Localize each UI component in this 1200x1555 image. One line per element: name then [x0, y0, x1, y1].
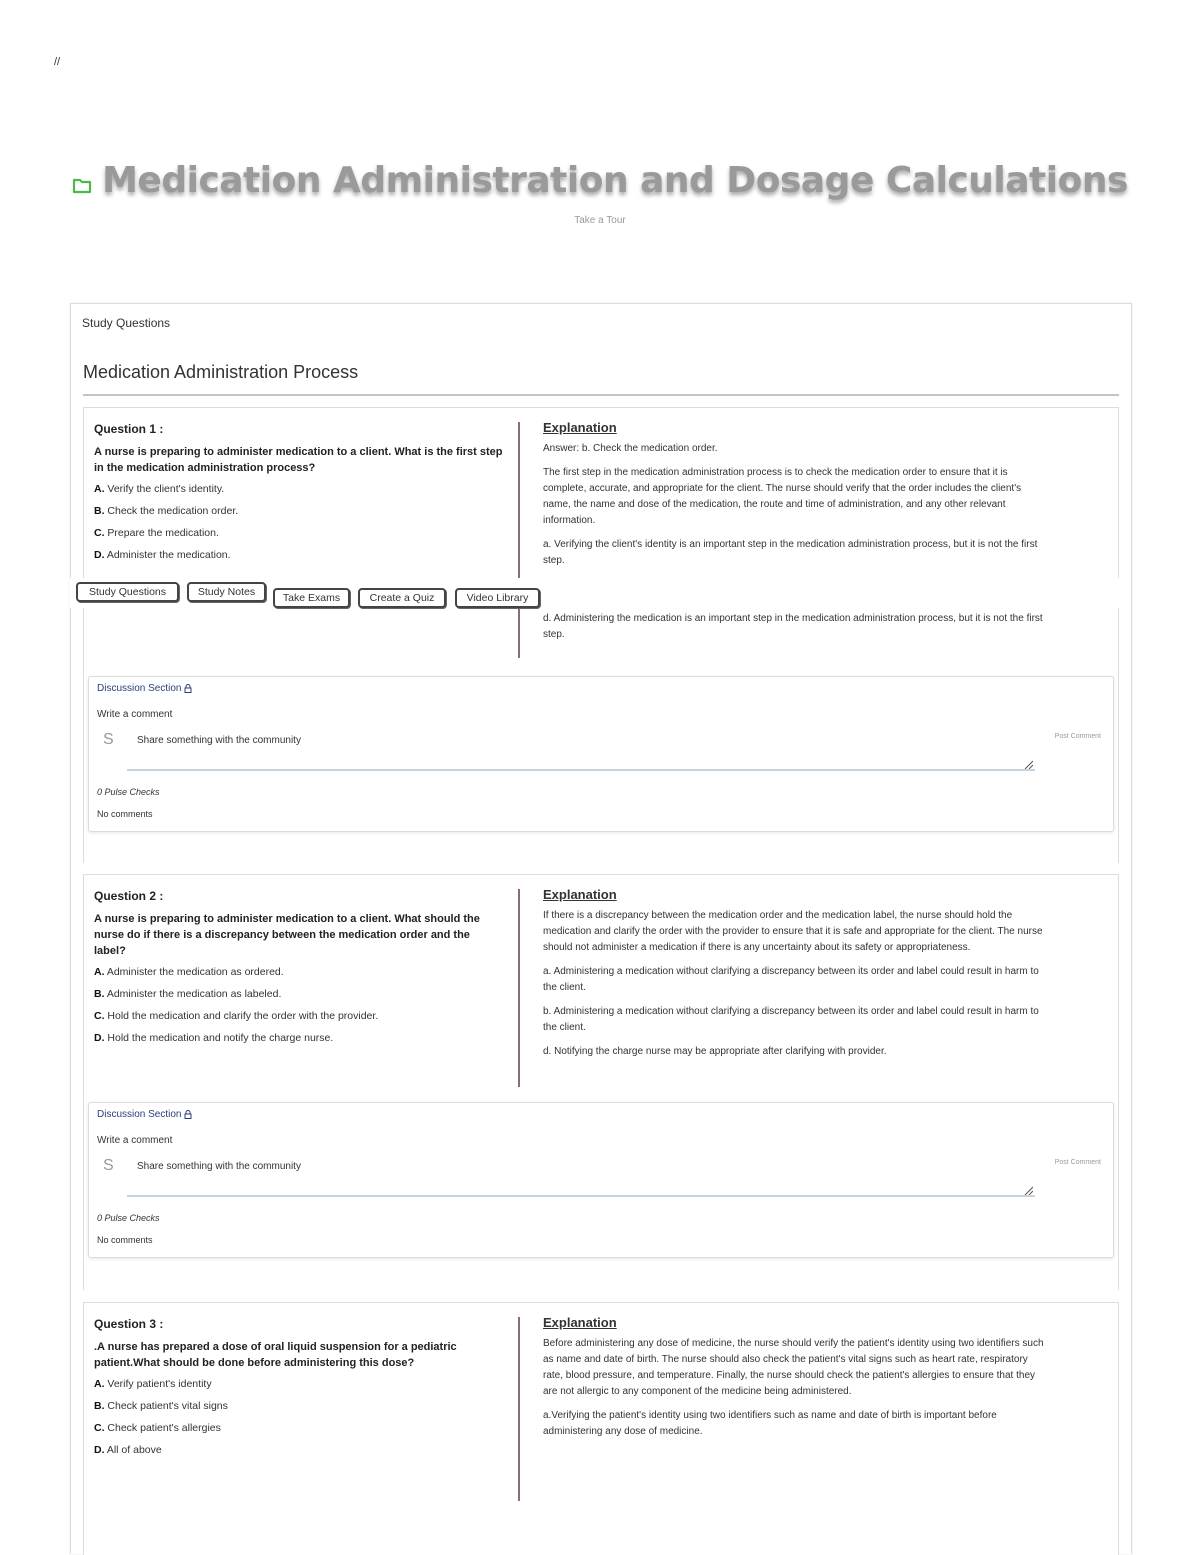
answer-option[interactable] — [94, 526, 504, 540]
option-text: Hold the medication and notify the charge nurse. — [107, 1032, 334, 1044]
corner-mark: // — [54, 56, 61, 68]
question-text: A nurse is preparing to administer medication to a client. What is the first step in the medication administration process? — [94, 446, 503, 474]
explanation-paragraph: a.Verifying the patient's identity using two identifiers such as name and date of birth is important before administering any dose of medicine. — [543, 1410, 997, 1437]
discussion-title — [97, 683, 192, 694]
option-text: Prepare the medication. — [107, 527, 219, 539]
page-header — [0, 160, 1200, 226]
question-block — [83, 1302, 1119, 1555]
pulse-checks: 0 Pulse Checks — [97, 1213, 160, 1223]
question-block — [83, 874, 1119, 1290]
option-text: All of above — [106, 1444, 162, 1456]
option-letter: D. — [94, 1444, 105, 1456]
option-text: Administer the medication as ordered. — [106, 966, 284, 978]
question-heading: Question 2 : — [94, 889, 164, 903]
answer-option[interactable] — [94, 987, 504, 1001]
post-comment-button[interactable]: Post Comment — [1054, 1159, 1101, 1166]
write-comment-label: Write a comment — [97, 709, 173, 720]
tab-study-notes[interactable]: Study Notes — [187, 582, 266, 602]
card-label: Study Questions — [82, 316, 171, 330]
option-letter: C. — [94, 527, 105, 539]
tab-bar — [70, 578, 1130, 608]
write-comment-label: Write a comment — [97, 1135, 173, 1146]
answer-option[interactable] — [94, 1399, 504, 1413]
explanation-heading: Explanation — [543, 887, 617, 902]
option-text: Hold the medication and clarify the order with the provider. — [107, 1010, 379, 1022]
option-letter: A. — [94, 483, 105, 495]
answer-option[interactable] — [94, 1377, 504, 1391]
discussion-section — [88, 676, 1114, 832]
lock-icon — [184, 684, 192, 693]
question-text: A nurse is preparing to administer medication to a client. What should the nurse do if there is a discrepancy between the medication order and the label? — [94, 913, 480, 957]
vertical-divider — [518, 889, 520, 1087]
avatar: S — [103, 1157, 114, 1174]
no-comments: No comments — [97, 1235, 153, 1245]
resize-handle-icon[interactable] — [1023, 1185, 1033, 1195]
option-letter: B. — [94, 1400, 105, 1412]
answer-option[interactable] — [94, 965, 504, 979]
option-text: Administer the medication as labeled. — [106, 988, 282, 1000]
explanation-paragraph: d. Administering the medication is an important step in the medication administration process, but it is not the first step. — [543, 613, 1043, 640]
explanation-paragraph: d. Notifying the charge nurse may be appropriate after clarifying with provider. — [543, 1046, 887, 1057]
option-letter: B. — [94, 505, 105, 517]
explanation-paragraph: If there is a discrepancy between the medication order and the medication label, the nurse should hold the medication and clarify the order with the provider to ensure that it is safe and appropriate for the client. The nurse should not administer a medication if there is any uncertainty about its safety or appropriateness. — [543, 910, 1043, 953]
tab-take-exams[interactable]: Take Exams — [273, 588, 350, 608]
explanation-paragraph: a. Administering a medication without clarifying a discrepancy between its order and label could result in harm to the client. — [543, 966, 1039, 993]
explanation-panel — [543, 887, 1048, 1068]
answer-option[interactable] — [94, 1443, 504, 1457]
answer-option[interactable] — [94, 1421, 504, 1435]
explanation-panel — [543, 1315, 1048, 1448]
discussion-title-text: Discussion Section — [97, 683, 182, 694]
discussion-title — [97, 1109, 192, 1120]
option-letter: B. — [94, 988, 105, 1000]
folder-icon — [72, 175, 92, 195]
option-letter: A. — [94, 966, 105, 978]
option-text: Check the medication order. — [107, 505, 239, 517]
option-letter: C. — [94, 1422, 105, 1434]
study-questions-card — [70, 303, 1132, 1554]
explanation-panel — [543, 420, 1048, 651]
resize-handle-icon[interactable] — [1023, 759, 1033, 769]
vertical-divider — [518, 1317, 520, 1501]
post-comment-button[interactable]: Post Comment — [1054, 733, 1101, 740]
question-heading: Question 1 : — [94, 422, 164, 436]
page-title-text: Medication Administration and Dosage Calculations — [102, 160, 1128, 201]
option-text: Administer the medication. — [106, 549, 231, 561]
answer-option[interactable] — [94, 548, 504, 562]
lock-icon — [184, 1110, 192, 1119]
answer-option[interactable] — [94, 1009, 504, 1023]
answer-option[interactable] — [94, 482, 504, 496]
comment-input[interactable] — [127, 1157, 1035, 1197]
answer-option[interactable] — [94, 504, 504, 518]
comment-input[interactable] — [127, 731, 1035, 771]
question-content — [94, 422, 504, 570]
option-text: Verify the client's identity. — [107, 483, 225, 495]
explanation-paragraph: a. Verifying the client's identity is an important step in the medication administration process, but it is not the first step. — [543, 539, 1038, 566]
pulse-checks: 0 Pulse Checks — [97, 787, 160, 797]
option-text: Check patient's allergies — [107, 1422, 221, 1434]
answer-option[interactable] — [94, 1031, 504, 1045]
section-title: Medication Administration Process — [83, 362, 359, 382]
tab-create-a-quiz[interactable]: Create a Quiz — [358, 588, 446, 608]
explanation-paragraph: b. Administering a medication without clarifying a discrepancy between its order and label could result in harm to the client. — [543, 1006, 1039, 1033]
explanation-heading: Explanation — [543, 1315, 617, 1330]
explanation-heading: Explanation — [543, 420, 617, 435]
option-letter: D. — [94, 549, 105, 561]
explanation-answer: Answer: b. Check the medication order. — [543, 443, 718, 454]
option-text: Check patient's vital signs — [107, 1400, 228, 1412]
tab-study-questions[interactable]: Study Questions — [76, 582, 179, 602]
option-letter: A. — [94, 1378, 105, 1390]
discussion-title-text: Discussion Section — [97, 1109, 182, 1120]
take-a-tour-link[interactable]: Take a Tour — [574, 215, 626, 226]
question-block — [83, 407, 1119, 863]
option-text: Verify patient's identity — [107, 1378, 212, 1390]
explanation-paragraph: The first step in the medication administration process is to check the medication order to ensure that it is complete, accurate, and appropriate for the client. The nurse should verify that the order includes the client's name, the name and dose of the medication, the route and time of administration, and any other relevant information. — [543, 467, 1022, 526]
avatar: S — [103, 731, 114, 748]
question-content — [94, 1317, 504, 1465]
question-text: .A nurse has prepared a dose of oral liquid suspension for a pediatric patient.What should be done before administering this dose? — [94, 1341, 457, 1369]
vertical-divider — [518, 422, 520, 658]
explanation-paragraph: Before administering any dose of medicine, the nurse should verify the patient's identity using two identifiers such as name and date of birth. The nurse should also check the patient's vital signs such as heart rate, respiratory rate, blood pressure, and temperature. Finally, the nurse should check the patient's allergies to ensure that they are not allergic to any component of the medicine being administered. — [543, 1338, 1044, 1397]
option-letter: C. — [94, 1010, 105, 1022]
question-heading: Question 3 : — [94, 1317, 164, 1331]
option-letter: D. — [94, 1032, 105, 1044]
page-title — [72, 160, 1128, 201]
question-content — [94, 889, 504, 1053]
tab-video-library[interactable]: Video Library — [455, 588, 540, 608]
section-divider — [83, 394, 1119, 396]
discussion-section — [88, 1102, 1114, 1258]
no-comments: No comments — [97, 809, 153, 819]
